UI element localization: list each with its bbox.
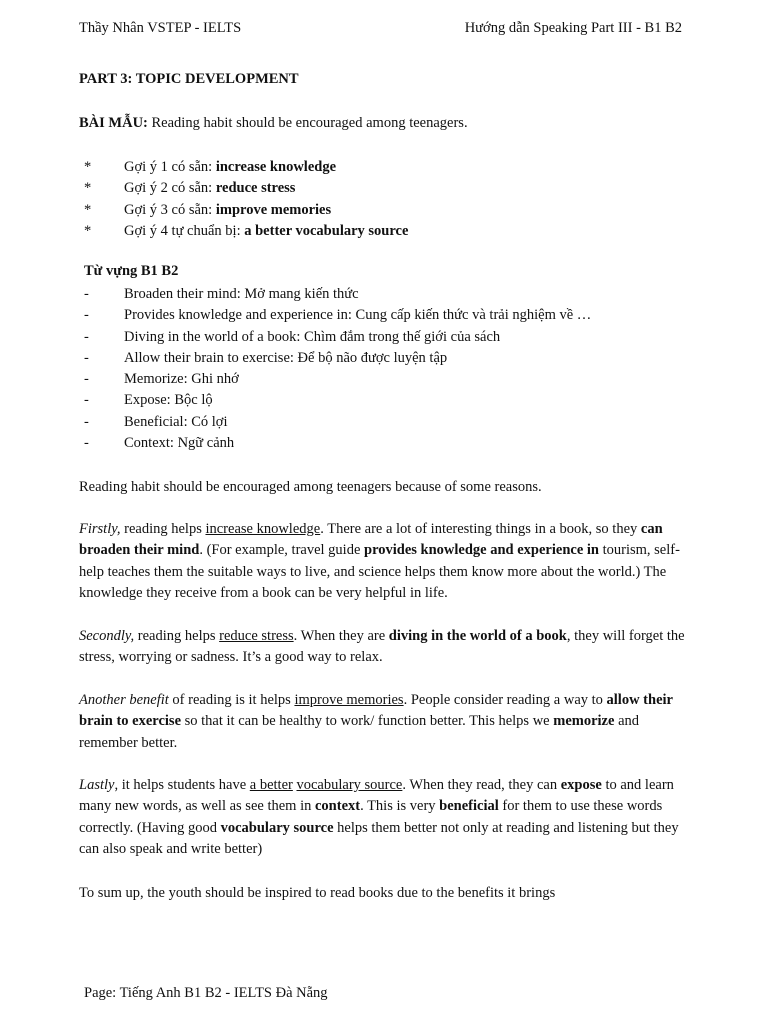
hint-keyword: reduce stress xyxy=(215,180,296,197)
underlined-keyword: increase knowledge xyxy=(205,521,321,537)
hint-keyword: improve memories xyxy=(215,201,332,218)
list-item xyxy=(84,327,591,348)
text-span: reading helps xyxy=(134,628,220,644)
vocab-list xyxy=(84,284,591,454)
bullet-star: * xyxy=(84,180,92,197)
hint-keyword: a better vocabulary source xyxy=(244,222,409,239)
text-span: so that it can be healthy to work/ function better. This helps we xyxy=(181,713,554,730)
hint-keyword: increase knowledge xyxy=(215,159,336,175)
bold-phrase: provides knowledge and experience in xyxy=(364,542,599,559)
list-item xyxy=(84,348,591,369)
bold-phrase: beneficial xyxy=(439,798,499,815)
list-item xyxy=(84,200,408,221)
list-item xyxy=(84,284,591,305)
text-span: to and learn many new words, as well as see them in xyxy=(79,777,674,815)
paragraph-lastly xyxy=(79,775,691,861)
section-title: PART 3: TOPIC DEVELOPMENT xyxy=(79,71,299,87)
vocab-entry: Memorize: Ghi nhớ xyxy=(124,371,239,388)
sample-topic xyxy=(79,115,468,132)
sample-text: Reading habit should be encouraged among teenagers. xyxy=(147,115,468,131)
conclusion-paragraph: To sum up, the youth should be inspired to read books due to the benefits it brings xyxy=(79,885,556,901)
bullet-dash: - xyxy=(84,392,89,409)
paragraph-another-benefit xyxy=(79,690,691,754)
hint-prefix: Gợi ý 3 có sẵn: xyxy=(124,201,216,218)
vocab-heading: Từ vựng B1 B2 xyxy=(84,263,179,279)
vocab-entry: Broaden their mind: Mở mang kiến thức xyxy=(124,286,359,302)
text-span: . This is very xyxy=(360,798,440,815)
list-item xyxy=(84,178,408,199)
header-left: Thầy Nhân VSTEP - IELTS xyxy=(79,20,242,36)
hint-prefix: Gợi ý 2 có sẵn: xyxy=(124,180,216,197)
bold-phrase: can broaden their mind xyxy=(79,521,663,559)
page-header xyxy=(79,20,682,37)
text-span: reading helps xyxy=(120,521,206,537)
text-span: . People consider reading a way to xyxy=(403,692,607,708)
paragraph-secondly xyxy=(79,626,691,669)
text-span: . (For example, travel guide xyxy=(199,542,365,559)
vocab-entry: Provides knowledge and experience in: Cung cấp kiến thức và trải nghiệm về … xyxy=(124,307,592,324)
underlined-keyword: vocabulary source xyxy=(296,777,403,793)
sample-label: BÀI MẪU: xyxy=(79,115,148,131)
text-span: , they will forget the stress, worrying or sadness. It’s a good way to relax. xyxy=(79,628,685,666)
bullet-dash: - xyxy=(84,413,89,430)
text-span: and remember better. xyxy=(79,713,639,751)
underlined-keyword: reduce stress xyxy=(219,628,294,644)
underlined-keyword: improve memories xyxy=(294,692,404,708)
list-item xyxy=(84,305,591,326)
list-item xyxy=(84,390,591,411)
bold-phrase: context xyxy=(314,798,361,815)
transition-word: Firstly, xyxy=(79,521,121,537)
paragraph-firstly xyxy=(79,519,691,605)
text-span: . When they are xyxy=(293,628,389,644)
bold-phrase: expose xyxy=(560,777,602,793)
intro-paragraph: Reading habit should be encouraged among teenagers because of some reasons. xyxy=(79,479,542,495)
list-item xyxy=(84,157,408,178)
text-span: tourism, self-help teaches them the suitable ways to live, and science helps them know more about the world.) The knowledge they receive from a book can be very helpful in life. xyxy=(79,542,680,602)
transition-word: Secondly, xyxy=(79,628,135,644)
vocab-entry: Expose: Bộc lộ xyxy=(124,392,213,409)
bold-phrase: vocabulary source xyxy=(220,819,334,836)
transition-word: Another benefit xyxy=(79,692,169,708)
list-item xyxy=(84,369,591,390)
text-span: . When they read, they can xyxy=(402,777,561,793)
bullet-dash: - xyxy=(84,328,89,345)
hint-prefix: Gợi ý 1 có sẵn: xyxy=(124,159,216,175)
bullet-dash: - xyxy=(84,286,89,302)
bullet-dash: - xyxy=(84,307,89,324)
text-span: for them to use these words correctly. (Having good xyxy=(79,798,663,836)
vocab-entry: Diving in the world of a book: Chìm đắm trong thế giới của sách xyxy=(124,328,501,345)
page-footer: Page: Tiếng Anh B1 B2 - IELTS Đà Nẵng xyxy=(84,985,328,1001)
vocab-entry: Context: Ngữ cảnh xyxy=(124,435,235,452)
vocab-entry: Allow their brain to exercise: Để bộ não được luyện tập xyxy=(124,349,448,366)
text-span: helps them better not only at reading and listening but they can also speak and write better) xyxy=(79,819,679,858)
bullet-dash: - xyxy=(84,435,89,452)
text-span: . There are a lot of interesting things in a book, so they xyxy=(320,521,641,537)
bold-phrase: memorize xyxy=(553,713,615,730)
bullet-dash: - xyxy=(84,349,89,366)
transition-word: Lastly xyxy=(79,777,115,793)
vocab-entry: Beneficial: Có lợi xyxy=(124,413,228,430)
bullet-star: * xyxy=(84,159,92,175)
text-span: , it helps students have xyxy=(114,777,250,793)
bullet-star: * xyxy=(84,222,92,239)
hint-list xyxy=(84,157,408,242)
underlined-keyword: a better xyxy=(249,777,293,793)
text-span: of reading is it helps xyxy=(168,692,295,708)
bullet-star: * xyxy=(84,201,92,218)
bold-phrase: allow their brain to exercise xyxy=(79,692,673,730)
bold-phrase: diving in the world of a book xyxy=(388,628,567,644)
list-item xyxy=(84,433,591,454)
hint-prefix: Gợi ý 4 tự chuẩn bị: xyxy=(124,222,245,239)
list-item xyxy=(84,412,591,433)
header-right: Hướng dẫn Speaking Part III - B1 B2 xyxy=(464,20,682,36)
bullet-dash: - xyxy=(84,371,89,388)
list-item xyxy=(84,221,408,242)
